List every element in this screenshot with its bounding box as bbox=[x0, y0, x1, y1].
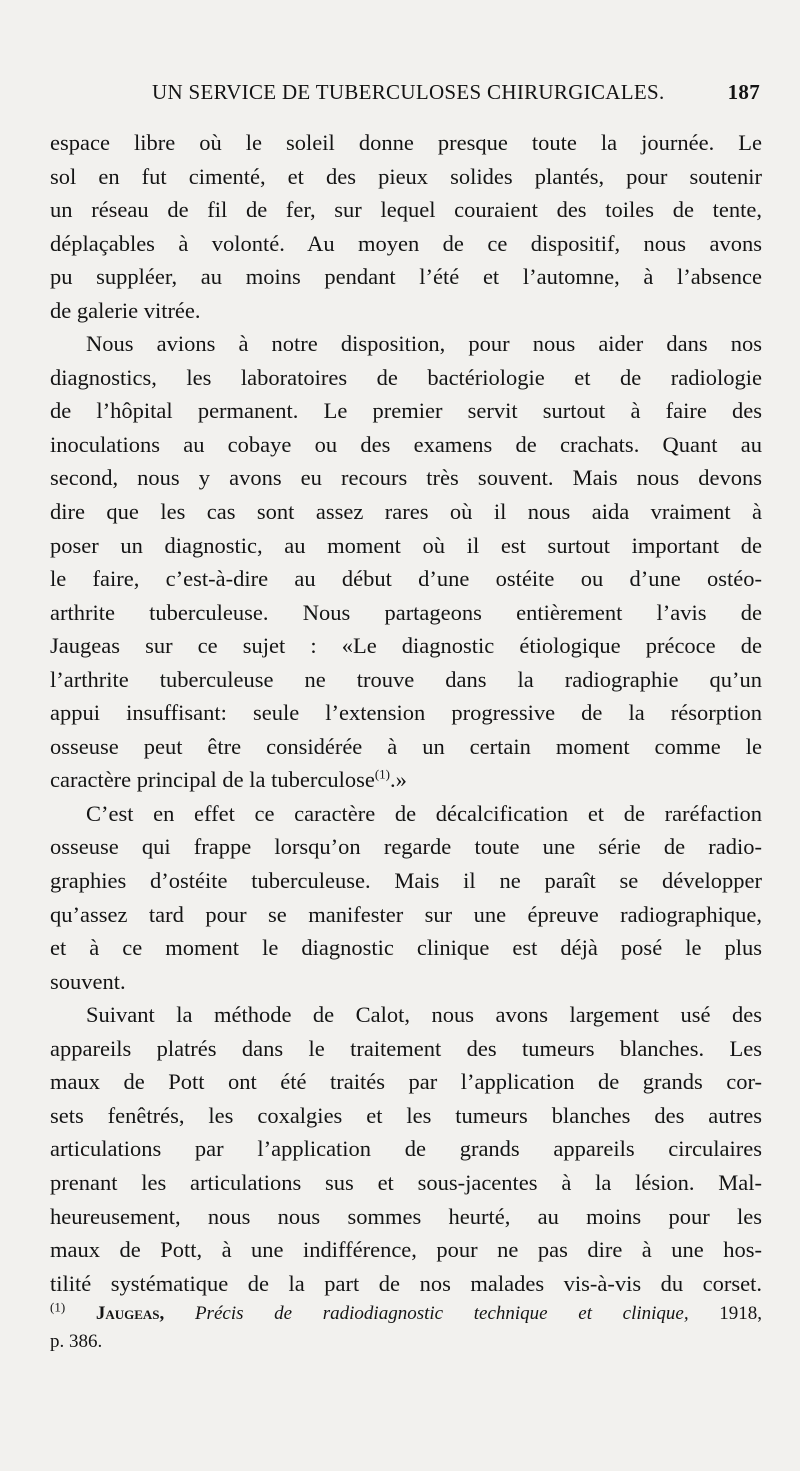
footnote-line bbox=[50, 1300, 762, 1328]
text-line: qu’assez tard pour se manifester sur une épreuve radiographique, bbox=[50, 901, 762, 927]
text-line: appareils platrés dans le traitement des tumeurs blanches. Les bbox=[50, 1035, 762, 1061]
text-line: Jaugeas sur ce sujet : «Le diagnostic étiologique précoce de bbox=[50, 633, 762, 659]
text-line: diagnostics, les laboratoires de bactériologie et de radiologie bbox=[50, 364, 762, 390]
quote-close: .» bbox=[389, 767, 407, 793]
text-line: osseuse qui frappe lorsqu’on regarde toute une série de radio- bbox=[50, 834, 762, 860]
text-line: appui insuffisant: seule l’extension progressive de la résorption bbox=[50, 700, 762, 726]
text-line: articulations par l’application de grands appareils circulaires bbox=[50, 1136, 762, 1162]
text-line: de l’hôpital permanent. Le premier servit surtout à faire des bbox=[50, 398, 762, 424]
text-line: poser un diagnostic, au moment où il est surtout important de bbox=[50, 532, 762, 558]
text-line: dire que les cas sont assez rares où il nous aida vraiment à bbox=[50, 499, 762, 525]
text-line: second, nous y avons eu recours très souvent. Mais nous devons bbox=[50, 465, 762, 491]
text-line: de galerie vitrée. bbox=[50, 297, 201, 323]
text-line: Suivant la méthode de Calot, nous avons largement usé des bbox=[86, 1002, 762, 1028]
footnote-author: Jaugeas, bbox=[95, 1303, 165, 1324]
text-line: graphies d’ostéite tuberculeuse. Mais il ne paraît se développer bbox=[50, 868, 762, 894]
text-line: pu suppléer, au moins pendant l’été et l’automne, à l’absence bbox=[50, 264, 762, 290]
text-line: maux de Pott ont été traités par l’application de grands cor- bbox=[50, 1069, 762, 1095]
footnote-reference: (1) bbox=[374, 766, 390, 782]
text-line: Nous avions à notre disposition, pour nous aider dans nos bbox=[86, 331, 762, 357]
text-line: espace libre où le soleil donne presque toute la journée. Le bbox=[50, 130, 762, 155]
text-line: maux de Pott, à une indifférence, pour ne pas dire à une hos- bbox=[50, 1237, 762, 1263]
running-header bbox=[152, 80, 760, 110]
text-line: souvent. bbox=[50, 968, 126, 994]
page-number: 187 bbox=[727, 80, 760, 104]
text-line: osseuse peut être considérée à un certain moment comme le bbox=[50, 733, 762, 759]
text-line: l’arthrite tuberculeuse ne trouve dans la radiographie qu’un bbox=[50, 666, 762, 692]
text-line: et à ce moment le diagnostic clinique est déjà posé le plus bbox=[50, 935, 762, 961]
text-line: le faire, c’est-à-dire au début d’une ostéite ou d’une ostéo- bbox=[50, 566, 762, 592]
text-line: un réseau de fil de fer, sur lequel couraient des toiles de tente, bbox=[50, 197, 762, 223]
text-line: sol en fut cimenté, et des pieux solides plantés, pour soutenir bbox=[50, 163, 762, 189]
footnote-page: p. 386. bbox=[50, 1331, 103, 1352]
text-line: sets fenêtrés, les coxalgies et les tumeurs blanches des autres bbox=[50, 1102, 762, 1128]
text-line-with-footnote-ref bbox=[50, 763, 762, 797]
body-text bbox=[50, 126, 762, 1300]
text-line: déplaçables à volonté. Au moyen de ce dispositif, nous avons bbox=[50, 230, 762, 256]
text-line: prenant les articulations sus et sous-jacentes à la lésion. Mal- bbox=[50, 1169, 762, 1195]
text-line: heureusement, nous nous sommes heurté, au moins pour les bbox=[50, 1203, 762, 1229]
running-title: UN SERVICE DE TUBERCULOSES CHIRURGICALES. bbox=[152, 80, 665, 104]
footnote bbox=[50, 1300, 762, 1356]
text-line: inoculations au cobaye ou des examens de crachats. Quant au bbox=[50, 431, 762, 457]
text-line-content: caractère principal de la tuberculose bbox=[50, 767, 375, 793]
footnote-year: 1918, bbox=[719, 1303, 762, 1324]
text-line: C’est en effet ce caractère de décalcification et de raréfaction bbox=[86, 800, 762, 826]
text-line: arthrite tuberculeuse. Nous partageons entièrement l’avis de bbox=[50, 599, 762, 625]
footnote-marker: (1) bbox=[50, 1300, 66, 1315]
text-line: tilité systématique de la part de nos malades vis-à-vis du corset. bbox=[50, 1270, 762, 1296]
footnote-title: Précis de radiodiagnostic technique et clinique, bbox=[194, 1303, 689, 1324]
